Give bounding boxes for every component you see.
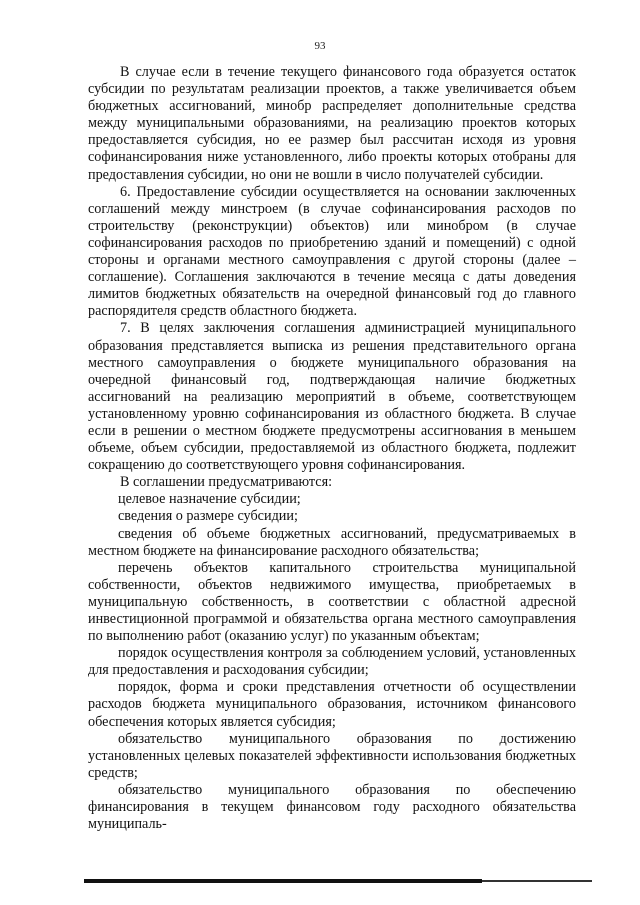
bottom-rule [84, 879, 482, 883]
page-number: 93 [314, 40, 326, 52]
bottom-rule-tail [482, 880, 592, 882]
agreement-item-reporting: порядок, форма и сроки представления отчетности об осуществлении расходов бюджета муниципального образования, источником финансового обеспечения которых является субсидия; [88, 679, 576, 730]
agreement-item-purpose: целевое назначение субсидии; [118, 491, 301, 508]
paragraph-remainder-subsidy: В случае если в течение текущего финансового года образуется остаток субсидии по результатам реализации проектов, а также увеличивается объем бюджетных ассигнований, минобр распределяет дополнительные средства между муниципальными образованиями, на реализацию проектов которых предоставляется субсидия, но ее размер был рассчитан исходя из уровня софинансирования ниже установленного, либо проекты которых отобраны для предоставления субсидии, но они не вошли в число получателей субсидии. [88, 64, 576, 183]
paragraph-item-6: 6. Предоставление субсидии осуществляется на основании заключенных соглашений между минстроем (в случае софинансирования расходов по строительству (реконструкции) объектов) или минобром (в случае софинансирования расходов по приобретению зданий и помещений) с одной стороны и органами местного самоуправления с другой стороны (далее – соглашение). Соглашения заключаются в течение месяца с даты доведения лимитов бюджетных обязательств на очередной финансовый год до главного распорядителя средств областного бюджета. [88, 183, 576, 320]
agreement-item-control: порядок осуществления контроля за соблюдением условий, установленных для предоставления и расходования субсидии; [88, 645, 576, 679]
agreement-item-financing: обязательство муниципального образования по обеспечению финансирования в текущем финансовом году расходного обязательства муниципаль- [88, 781, 576, 833]
agreement-item-allocations: сведения об объеме бюджетных ассигнований, предусматриваемых в местном бюджете на финансирование расходного обязательства; [88, 525, 576, 559]
agreement-intro: В соглашении предусматриваются: [120, 474, 333, 491]
agreement-item-indicators: обязательство муниципального образования по достижению установленных целевых показателей эффективности использования бюджетных средств; [88, 730, 576, 781]
paragraph-item-7: 7. В целях заключения соглашения администрацией муниципального образования представляется выписка из решения представительного органа местного самоуправления о бюджете муниципального образования на очередной финансовый год, подтверждающая наличие бюджетных ассигнований на реализацию мероприятий в объеме, соответствующем установленному уровню софинансирования из областного бюджета. В случае если в решении о местном бюджете предусмотрены ассигнования в меньшем объеме, объем субсидии, предоставляемой из областного бюджета, подлежит сокращению до соответствующего уровня софинансирования. [88, 320, 576, 474]
agreement-item-objects-list: перечень объектов капитального строительства муниципальной собственности, объектов недвижимого имущества, приобретаемых в муниципальную собственность, в соответствии с областной адресной инвестиционной программой и обязательства органа местного самоуправления по выполнению работ (оказанию услуг) по указанным объектам; [88, 559, 576, 645]
document-body [88, 64, 576, 833]
agreement-item-amount: сведения о размере субсидии; [118, 508, 298, 525]
